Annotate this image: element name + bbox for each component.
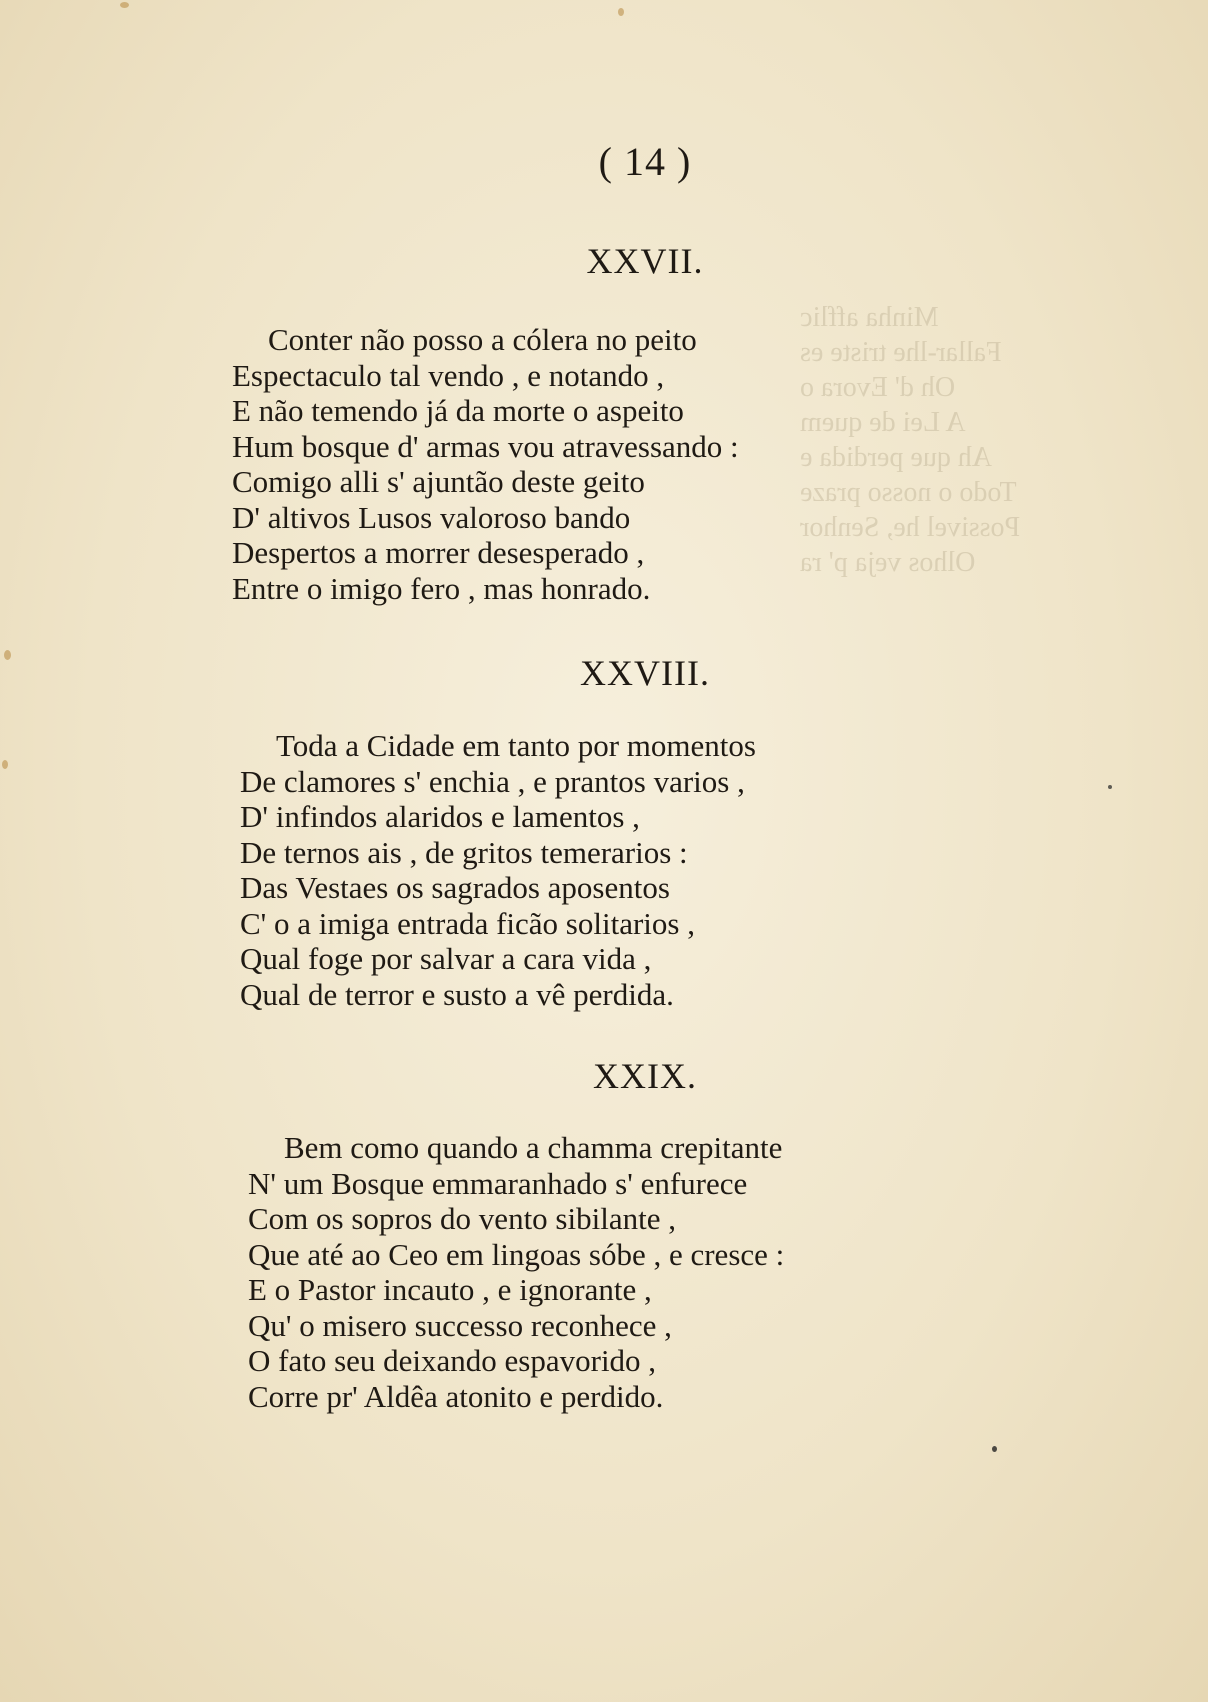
- page-number: ( 14 ): [598, 139, 692, 184]
- verse-line: Bem como quando a chamma crepitante: [284, 1130, 783, 1165]
- verse-line: D' infindos alaridos e lamentos ,: [240, 799, 640, 834]
- verse-line: Das Vestaes os sagrados aposentos: [240, 870, 670, 905]
- verse-line: Conter não posso a cólera no peito: [268, 322, 697, 357]
- verse-line: Corre pr' Aldêa atonito e perdido.: [248, 1378, 664, 1414]
- verse-line: N' um Bosque emmaranhado s' enfurece: [248, 1165, 748, 1201]
- verse-line: De ternos ais , de gritos temerarios :: [240, 834, 688, 870]
- verse-line: Qu' o misero successo reconhece ,: [248, 1307, 672, 1343]
- stanza-text: [240, 728, 756, 1012]
- verse-line: E não temendo já da morte o aspeito: [232, 393, 684, 428]
- verse-line: Toda a Cidade em tanto por momentos: [276, 728, 756, 763]
- verse-line: Que até ao Ceo em lingoas sóbe , e cresce :: [248, 1236, 785, 1272]
- verse-line: Entre o imigo fero , mas honrado.: [232, 570, 651, 606]
- stanza-text: [248, 1130, 784, 1414]
- verse-line: Hum bosque d' armas vou atravessando :: [232, 428, 739, 464]
- stanza-heading: XXIX.: [593, 1056, 697, 1096]
- verse-line: O fato seu deixando espavorido ,: [248, 1343, 657, 1378]
- verse-line: C' o a imiga entrada ficão solitarios ,: [240, 905, 695, 941]
- verse-line: Com os sopros do vento sibilante ,: [248, 1201, 676, 1236]
- foxing-spot: [120, 2, 129, 8]
- verse-line: D' altivos Lusos valoroso bando: [232, 499, 631, 535]
- verse-line: Despertos a morrer desesperado ,: [232, 535, 645, 570]
- stanza-text: [232, 322, 739, 606]
- verse-line: Espectaculo tal vendo , e notando ,: [232, 357, 665, 393]
- stanza-heading: XXVII.: [586, 241, 704, 281]
- verse-line: Qual foge por salvar a cara vida ,: [240, 941, 652, 976]
- foxing-spot: [2, 760, 8, 769]
- ink-speck: [992, 1446, 997, 1452]
- stanza-heading: XXVIII.: [580, 653, 710, 693]
- verse-line: Comigo alli s' ajuntão deste geito: [232, 464, 645, 499]
- ink-speck: [1108, 785, 1112, 789]
- verse-line: E o Pastor incauto , e ignorante ,: [248, 1272, 652, 1307]
- verse-line: Qual de terror e susto a vê perdida.: [240, 976, 674, 1012]
- show-through-text: Minha afflic Fallar-lhe triste es Oh d' Evora o A Lei de quem Ah que perdida e Todo o nosso praze Possivel he, Senhor Olhos veja p' ra: [800, 302, 1021, 578]
- verse-line: De clamores s' enchia , e prantos varios ,: [240, 763, 745, 799]
- foxing-spot: [618, 8, 624, 16]
